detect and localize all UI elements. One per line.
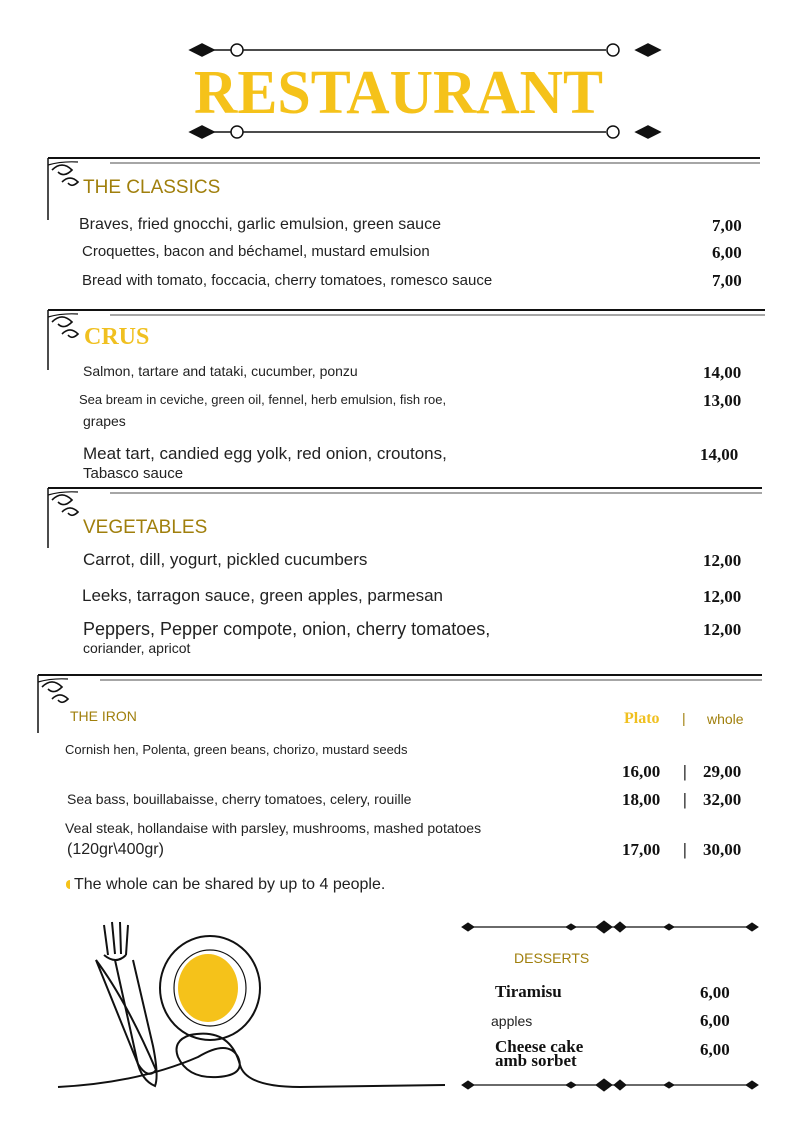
iron-item-name: Cornish hen, Polenta, green beans, chorizo, mustard seeds (65, 742, 408, 757)
column-header-plato: Plato (624, 710, 660, 727)
dessert-item-name: apples (491, 1013, 533, 1029)
crus-item-name: Salmon, tartare and tataki, cucumber, ponzu (83, 363, 358, 379)
plate-cutlery-icon (58, 922, 445, 1087)
section-title-iron: THE IRON (70, 708, 137, 724)
classics-item-name: Bread with tomato, foccacia, cherry tomatoes, romesco sauce (82, 272, 493, 289)
column-header-separator: | (682, 710, 686, 726)
crus-item-price: 14,00 (700, 445, 739, 464)
vegetables-item-name: Peppers, Pepper compote, onion, cherry tomatoes, (83, 619, 491, 639)
classics-item-price: 6,00 (712, 243, 742, 262)
classics-item-price: 7,00 (712, 271, 742, 290)
divider-crus (48, 310, 765, 370)
classics-item-name: Croquettes, bacon and béchamel, mustard emulsion (82, 243, 430, 260)
iron-item-plato-price: 18,00 (622, 790, 661, 809)
crus-item-price: 13,00 (703, 391, 742, 410)
price-separator: | (683, 840, 687, 859)
iron-item-plato-price: 16,00 (622, 762, 661, 781)
classics-item-price: 7,00 (712, 216, 742, 235)
title-frame-top (190, 44, 660, 56)
iron-item-whole-price: 30,00 (703, 840, 742, 859)
dessert-item-price: 6,00 (700, 1011, 730, 1030)
section-title-desserts: DESSERTS (514, 950, 590, 966)
crus-item-name-line2: grapes (83, 413, 126, 429)
iron-item-whole-price: 29,00 (703, 762, 742, 781)
section-title-crus: CRUS (84, 324, 150, 350)
section-title-vegetables: VEGETABLES (83, 517, 208, 538)
dessert-item-price: 6,00 (700, 1040, 730, 1059)
dessert-item-name: Cheese cake (495, 1037, 584, 1056)
section-title-classics: THE CLASSICS (83, 177, 221, 198)
dessert-item-name: Tiramisu (495, 982, 562, 1001)
iron-note: The whole can be shared by up to 4 people. (74, 876, 386, 893)
crus-item-name: Meat tart, candied egg yolk, red onion, croutons, (83, 444, 447, 463)
vegetables-item-name-line2: coriander, apricot (83, 640, 191, 656)
dessert-item-price: 6,00 (700, 983, 730, 1002)
vegetables-item-price: 12,00 (703, 551, 742, 570)
vegetables-item-price: 12,00 (703, 620, 742, 639)
crus-item-name: Sea bream in ceviche, green oil, fennel, herb emulsion, fish roe, (79, 392, 447, 407)
vegetables-item-name: Carrot, dill, yogurt, pickled cucumbers (83, 550, 368, 569)
iron-item-name-line2: (120gr\400gr) (67, 841, 164, 858)
vegetables-item-price: 12,00 (703, 587, 742, 606)
price-separator: | (683, 762, 687, 781)
note-bullet-icon (66, 880, 70, 889)
iron-item-plato-price: 17,00 (622, 840, 661, 859)
classics-item-name: Braves, fried gnocchi, garlic emulsion, green sauce (79, 216, 441, 233)
desserts-frame-bottom (462, 1079, 758, 1091)
price-separator: | (683, 790, 687, 809)
iron-item-whole-price: 32,00 (703, 790, 742, 809)
iron-item-name: Veal steak, hollandaise with parsley, mushrooms, mashed potatoes (65, 820, 482, 836)
page-title: RESTAURANT (194, 57, 603, 127)
vegetables-item-name: Leeks, tarragon sauce, green apples, parmesan (82, 586, 444, 605)
crus-item-price: 14,00 (703, 363, 742, 382)
dessert-item-name-line2: amb sorbet (495, 1051, 577, 1070)
desserts-frame-top (462, 921, 758, 933)
crus-item-name-line2: Tabasco sauce (83, 465, 184, 482)
iron-item-name: Sea bass, bouillabaisse, cherry tomatoes, celery, rouille (67, 791, 412, 807)
column-header-whole: whole (707, 711, 744, 727)
